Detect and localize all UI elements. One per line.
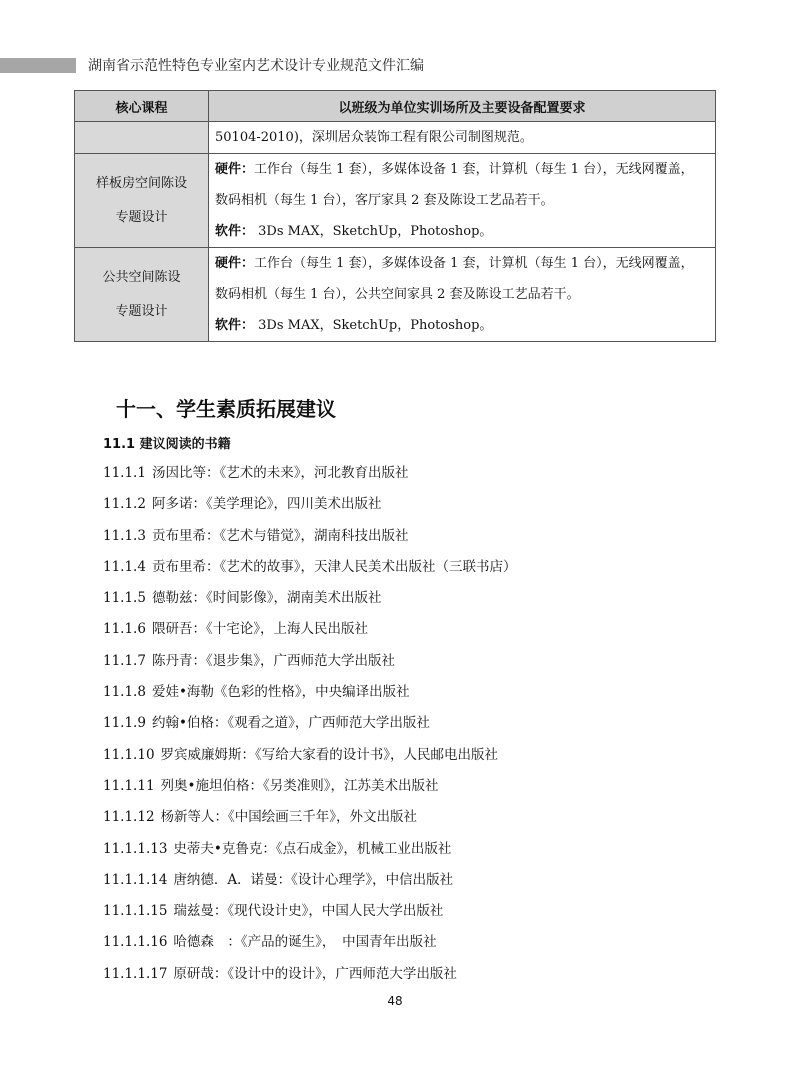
book-number: 11.1.1.14 — [103, 871, 168, 888]
book-number: 11.1.11 — [103, 777, 155, 794]
list-item — [103, 614, 516, 645]
book-entry: 原研哉：《设计中的设计》，广西师范大学出版社 — [173, 965, 457, 982]
book-entry: 列奥•施坦伯格：《另类准则》，江苏美术出版社 — [160, 777, 439, 794]
list-item — [103, 646, 516, 677]
book-number: 11.1.8 — [103, 684, 146, 701]
running-header: 湖南省示范性特色专业室内艺术设计专业规范文件汇编 — [88, 58, 424, 74]
course-name-line: 样板房空间陈设 — [95, 175, 187, 191]
page-number: 48 — [387, 994, 403, 1008]
book-number: 11.1.10 — [103, 746, 155, 763]
book-entry: 汤因比等：《艺术的未来》，河北教育出版社 — [151, 465, 409, 481]
list-item — [103, 771, 516, 802]
hardware-text: 工作台（每生 1 套），多媒体设备 1 套，计算机（每生 1 台），无线网覆盖， — [254, 256, 694, 271]
course-cell — [75, 154, 209, 248]
subsection-title: 11.1 建议阅读的书籍 — [103, 437, 231, 452]
table-row — [75, 122, 716, 154]
header-decor-bar — [0, 58, 76, 73]
book-number: 11.1.1.15 — [103, 903, 168, 920]
software-label: 软件： — [215, 224, 255, 239]
table-row — [75, 154, 716, 248]
book-entry: 约翰•伯格：《观看之道》，广西师范大学出版社 — [151, 715, 430, 732]
equipment-table — [74, 90, 716, 342]
requirements-cell — [209, 248, 716, 342]
list-item — [103, 458, 516, 489]
book-entry: 陈丹青：《退步集》，广西师范大学出版社 — [151, 652, 395, 669]
list-item — [103, 865, 516, 896]
book-entry: 罗宾威廉姆斯：《写给大家看的设计书》，人民邮电出版社 — [160, 746, 499, 763]
book-number: 11.1.6 — [103, 621, 146, 638]
course-cell-empty — [75, 122, 209, 154]
book-number: 11.1.1 — [103, 465, 146, 481]
book-entry: 瑞兹曼：《现代设计史》，中国人民大学出版社 — [173, 903, 444, 920]
book-number: 11.1.3 — [103, 527, 146, 544]
list-item — [103, 896, 516, 927]
book-entry: 爱娃•海勒《色彩的性格》，中央编译出版社 — [151, 684, 410, 701]
book-entry: 唐纳德．A．诺曼：《设计心理学》，中信出版社 — [173, 871, 454, 888]
course-name-line: 专题设计 — [115, 303, 168, 319]
book-entry: 史蒂夫•克鲁克：《点石成金》，机械工业出版社 — [173, 840, 452, 857]
book-entry: 哈德森 ：《产品的诞生》， 中国青年出版社 — [173, 934, 437, 951]
hardware-text: 数码相机（每生 1 台），公共空间家具 2 套及陈设工艺品若干。 — [215, 287, 580, 302]
book-entry: 贡布里希：《艺术与错觉》，湖南科技出版社 — [151, 527, 409, 544]
book-number: 11.1.9 — [103, 715, 146, 732]
list-item — [103, 489, 516, 520]
book-entry: 阿多诺：《美学理论》，四川美术出版社 — [151, 496, 382, 513]
book-entry: 德勒兹：《时间影像》，湖南美术出版社 — [151, 590, 382, 607]
book-entry: 隈研吾：《十宅论》，上海人民出版社 — [151, 621, 368, 638]
hardware-label: 硬件： — [215, 162, 255, 177]
list-item — [103, 552, 516, 583]
list-item — [103, 583, 516, 614]
list-item — [103, 521, 516, 552]
book-number: 11.1.4 — [103, 558, 146, 575]
book-number: 11.1.2 — [103, 496, 146, 513]
list-item — [103, 959, 516, 990]
book-number: 11.1.12 — [103, 809, 155, 826]
course-cell — [75, 248, 209, 342]
book-number: 11.1.7 — [103, 652, 146, 669]
book-number: 11.1.1.16 — [103, 934, 168, 951]
book-number: 11.1.1.13 — [103, 840, 168, 857]
book-number: 11.1.5 — [103, 590, 146, 607]
book-list — [103, 458, 516, 990]
course-name-line: 公共空间陈设 — [102, 269, 181, 285]
book-entry: 杨新等人：《中国绘画三千年》，外文出版社 — [160, 809, 418, 826]
hardware-label: 硬件： — [215, 256, 255, 271]
table-header-row — [75, 91, 716, 122]
hardware-text: 工作台（每生 1 套），多媒体设备 1 套，计算机（每生 1 台），无线网覆盖， — [254, 162, 694, 177]
list-item — [103, 677, 516, 708]
requirements-cell: 50104-2010)，深圳居众装饰工程有限公司制图规范。 — [209, 122, 716, 154]
col-header-course: 核心课程 — [75, 91, 209, 122]
list-item — [103, 927, 516, 958]
software-text: 3Ds MAX，SketchUp，Photoshop。 — [254, 224, 493, 239]
table-row — [75, 248, 716, 342]
section-title: 十一、学生素质拓展建议 — [116, 397, 336, 421]
software-label: 软件： — [215, 318, 255, 333]
requirements-cell — [209, 154, 716, 248]
list-item — [103, 708, 516, 739]
software-text: 3Ds MAX，SketchUp，Photoshop。 — [254, 318, 493, 333]
col-header-requirements: 以班级为单位实训场所及主要设备配置要求 — [209, 91, 716, 122]
list-item — [103, 740, 516, 771]
list-item — [103, 802, 516, 833]
list-item — [103, 834, 516, 865]
course-name-line: 专题设计 — [115, 209, 168, 225]
book-entry: 贡布里希：《艺术的故事》，天津人民美术出版社（三联书店） — [151, 558, 517, 575]
hardware-text: 数码相机（每生 1 台），客厅家具 2 套及陈设工艺品若干。 — [215, 193, 554, 208]
book-number: 11.1.1.17 — [103, 965, 168, 982]
